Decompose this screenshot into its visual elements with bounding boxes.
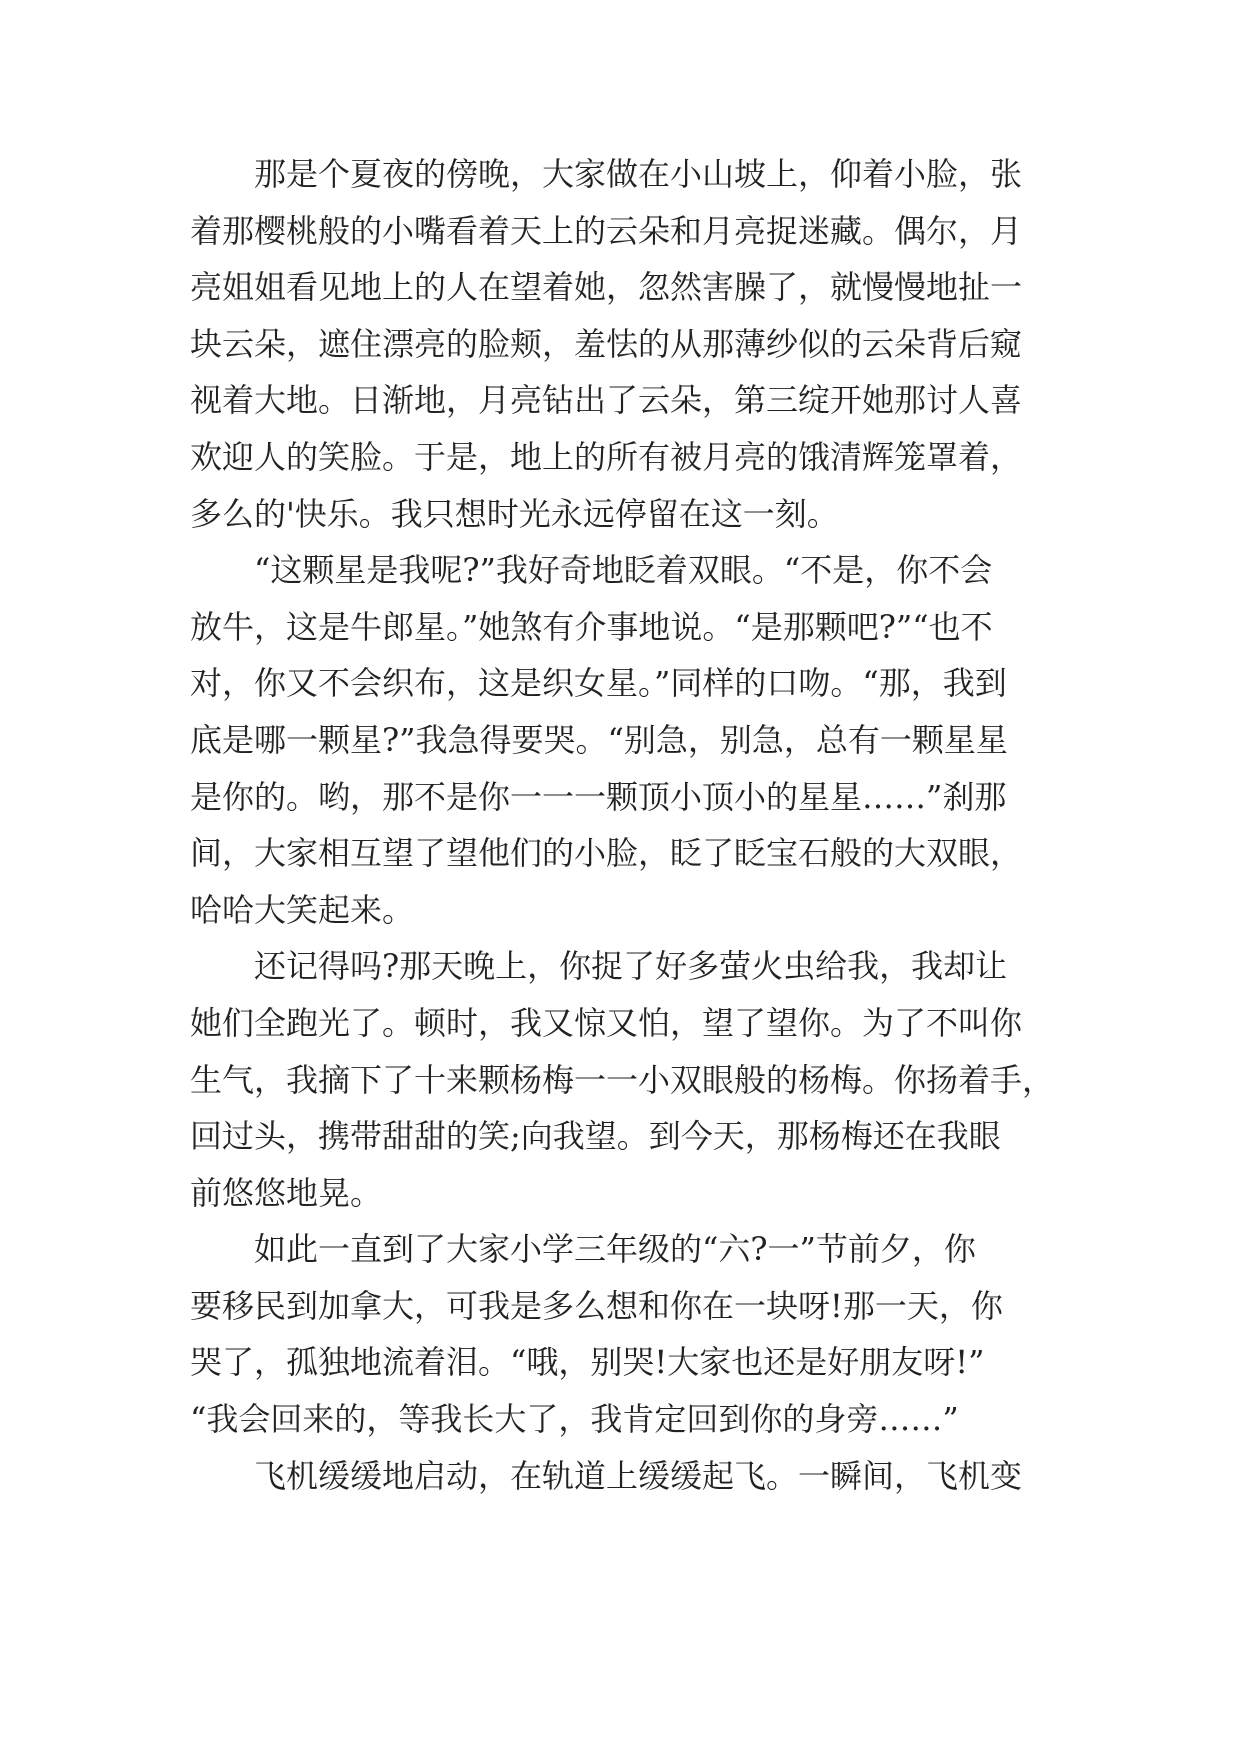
text-line: 着那樱桃般的小嘴看着天上的云朵和月亮捉迷藏。偶尔，月 (190, 211, 1023, 250)
text-line: 如此一直到了大家小学三年级的“六?一”节前夕，你 (254, 1230, 976, 1269)
text-line: “我会回来的，等我长大了，我肯定回到你的身旁……” (190, 1400, 959, 1439)
text-line: 生气，我摘下了十来颗杨梅一一小双眼般的杨梅。你扬着手， (190, 1060, 1055, 1099)
text-line: 视着大地。日渐地，月亮钻出了云朵，第三绽开她那讨人喜 (190, 381, 1023, 420)
text-line: 回过头，携带甜甜的笑;向我望。到今天，那杨梅还在我眼 (190, 1117, 1001, 1156)
text-line: 那是个夏夜的傍晚，大家做在小山坡上，仰着小脸，张 (254, 155, 1023, 193)
text-line: 亮姐姐看见地上的人在望着她，忽然害臊了，就慢慢地扯一 (190, 268, 1023, 307)
text-line: 对，你又不会织布，这是织女星。”同样的口吻。“那，我到 (190, 664, 1007, 703)
document-body (190, 146, 1055, 1504)
text-line: 欢迎人的笑脸。于是，地上的所有被月亮的饿清辉笼罩着， (190, 437, 1023, 476)
text-line: 块云朵，遮住漂亮的脸颊，羞怯的从那薄纱似的云朵背后窥 (190, 324, 1023, 363)
text-line: 放牛，这是牛郎星。”她煞有介事地说。“是那颗吧?”“也不 (190, 607, 993, 646)
text-line: 飞机缓缓地启动，在轨道上缓缓起飞。一瞬间，飞机变 (254, 1456, 1023, 1495)
text-line: 她们全跑光了。顿时，我又惊又怕，望了望你。为了不叫你 (190, 1003, 1023, 1042)
text-line: 哈哈大笑起来。 (190, 890, 415, 929)
text-line: 间，大家相互望了望他们的小脸，眨了眨宝石般的大双眼， (190, 834, 1023, 873)
text-line: 前悠悠地晃。 (190, 1173, 383, 1212)
text-line: 底是哪一颗星?”我急得要哭。“别急，别急，总有一颗星星 (190, 720, 1008, 759)
text-line: 要移民到加拿大，可我是多么想和你在一块呀!那一天，你 (190, 1286, 1003, 1325)
text-line: 多么的'快乐。我只想时光永远停留在这一刻。 (190, 494, 839, 533)
text-line: 还记得吗?那天晚上，你捉了好多萤火虫给我，我却让 (254, 947, 1008, 986)
text-line: “这颗星是我呢?”我好奇地眨着双眼。“不是，你不会 (254, 551, 993, 590)
text-line: 是你的。哟，那不是你一一一颗顶小顶小的星星……”刹那 (190, 777, 1007, 816)
text-line: 哭了，孤独地流着泪。“哦，别哭!大家也还是好朋友呀!” (190, 1343, 985, 1382)
